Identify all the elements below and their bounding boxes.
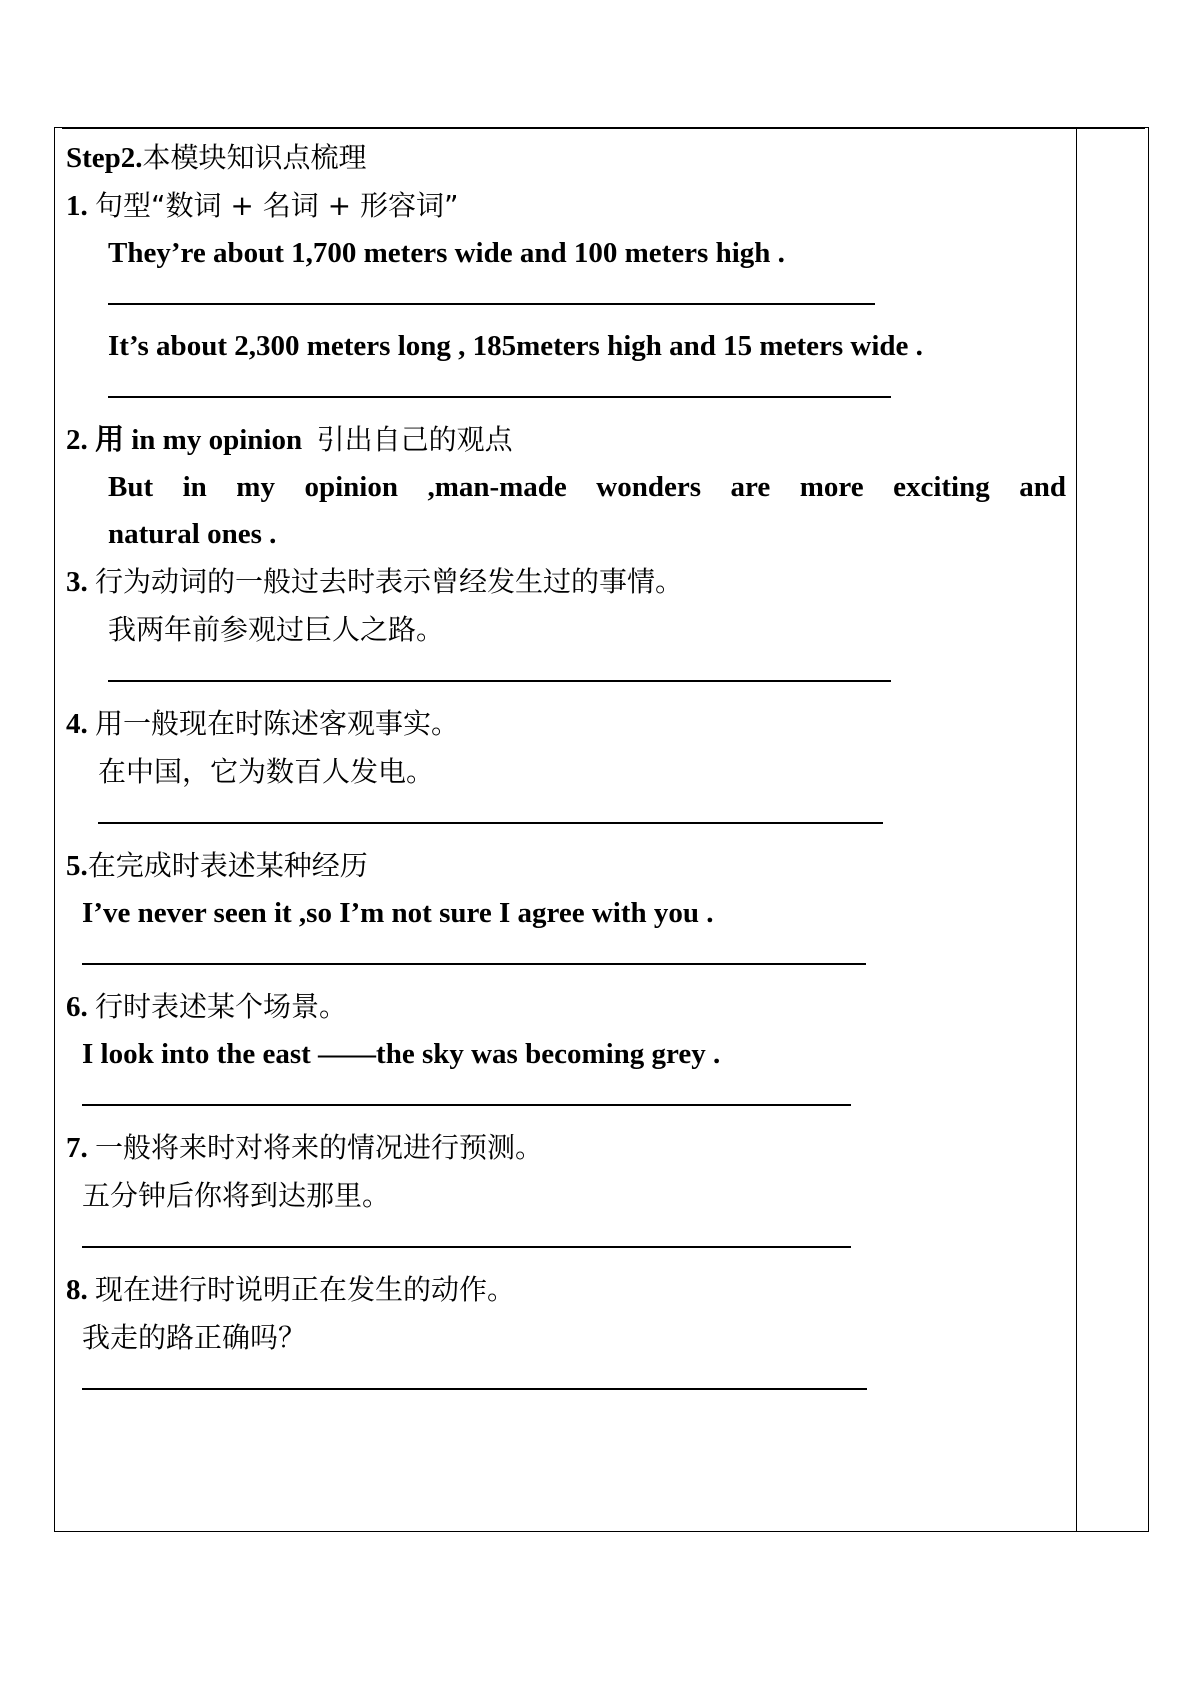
item-7-title: 7. 一般将来时对将来的情况进行预测。	[66, 1131, 544, 1164]
item-1-title: 1. 句型“数词 + 名词 + 形容词”	[66, 189, 459, 222]
item-2-example: But in my opinion ,man-made wonders are more exciting and	[108, 471, 1066, 503]
answer-blank[interactable]	[66, 1220, 1066, 1266]
answer-blank[interactable]	[66, 370, 1066, 416]
item-8-example: 我走的路正确吗？	[82, 1321, 307, 1354]
item-5-title: 5.在完成时表述某种经历	[66, 849, 368, 882]
item-3-example: 我两年前参观过巨人之路。	[108, 613, 445, 646]
item-2-example-cont: natural ones .	[108, 518, 277, 550]
item-2-title: 2. 用 in my opinion 引出自己的观点	[66, 423, 513, 456]
item-6-example: I look into the east ——the sky was becoming grey .	[82, 1038, 721, 1070]
answer-blank[interactable]	[66, 1362, 1066, 1408]
item-4-title: 4. 用一般现在时陈述客观事实。	[66, 707, 460, 740]
answer-blank[interactable]	[66, 796, 1066, 842]
item-7-example: 五分钟后你将到达那里。	[82, 1179, 391, 1212]
item-1-example-1: They’re about 1,700 meters wide and 100 meters high .	[108, 237, 785, 269]
answer-blank[interactable]	[66, 277, 1066, 323]
item-3-title: 3. 行为动词的一般过去时表示曾经发生过的事情。	[66, 565, 684, 598]
item-4-example: 在中国，它为数百人发电。	[98, 755, 435, 788]
item-5-example: I’ve never seen it ,so I’m not sure I agree with you .	[82, 897, 714, 929]
item-1-example-2: It’s about 2,300 meters long , 185meters high and 15 meters wide .	[108, 330, 923, 362]
answer-blank[interactable]	[66, 1078, 1066, 1124]
column-divider	[1076, 127, 1077, 1532]
item-6-title: 6. 行时表述某个场景。	[66, 990, 348, 1023]
worksheet-content	[66, 134, 1066, 1408]
step-heading: Step2.本模块知识点梳理	[66, 141, 367, 174]
answer-blank[interactable]	[66, 654, 1066, 700]
answer-blank[interactable]	[66, 937, 1066, 983]
item-8-title: 8. 现在进行时说明正在发生的动作。	[66, 1273, 516, 1306]
